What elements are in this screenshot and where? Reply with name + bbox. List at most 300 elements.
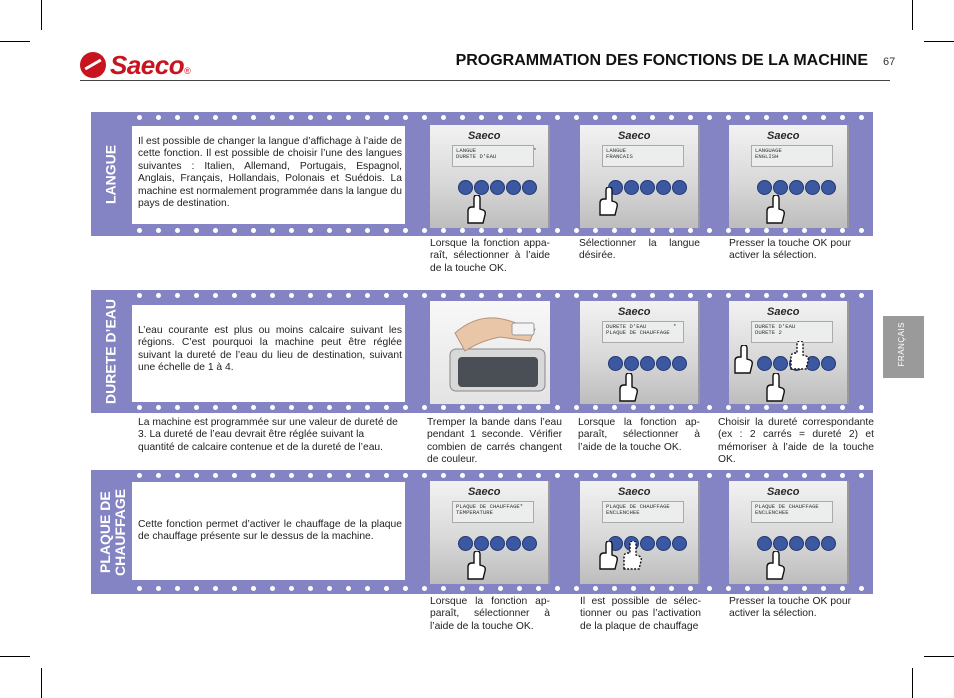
control-panel [580, 481, 700, 584]
panel-button [656, 180, 671, 195]
decorative-dot [593, 473, 598, 478]
decorative-dot [764, 405, 769, 410]
hand-with-strip-illustration [430, 301, 550, 404]
decorative-dot [137, 293, 142, 298]
decorative-dot [574, 115, 579, 120]
panel-button [773, 536, 788, 551]
decorative-dot [384, 473, 389, 478]
decorative-dot [327, 405, 332, 410]
decorative-dot [669, 293, 674, 298]
crop-mark [924, 41, 954, 42]
decorative-dot [213, 405, 218, 410]
decorative-dot [308, 293, 313, 298]
decorative-dot [840, 586, 845, 591]
decorative-dot [270, 586, 275, 591]
decorative-dot [422, 473, 427, 478]
decorative-dot [612, 115, 617, 120]
decorative-dot [175, 405, 180, 410]
panel-logo: Saeco [468, 486, 501, 498]
section-label-langue: LANGUE [102, 144, 119, 204]
decorative-dot [232, 473, 237, 478]
decorative-dot [631, 405, 636, 410]
section-note: La machine est programmée sur une valeur de dureté de 3. La dureté de l’eau devrait être réglée suivant la quantité de calcaire contenue et de la dureté de l’eau. [138, 417, 398, 453]
decorative-dot [802, 228, 807, 233]
decorative-dot [422, 115, 427, 120]
panel-button [458, 536, 473, 551]
decorative-dot [441, 228, 446, 233]
panel-button [640, 180, 655, 195]
decorative-dot [498, 293, 503, 298]
panel-button [506, 536, 521, 551]
decorative-dot [403, 293, 408, 298]
decorative-dot [650, 115, 655, 120]
display-line: LANGUE * [456, 147, 537, 154]
display-line: DURETE D’EAU * [606, 323, 677, 330]
decorative-dot [517, 228, 522, 233]
decorative-dot [289, 586, 294, 591]
panel-button [656, 536, 671, 551]
decorative-dot [175, 228, 180, 233]
display-line: ENCLENCHEE [755, 509, 789, 517]
decorative-dot [593, 115, 598, 120]
decorative-dot [859, 586, 864, 591]
pointing-hand-icon [464, 195, 486, 225]
decorative-dot [745, 586, 750, 591]
decorative-dot [707, 473, 712, 478]
decorative-dot [631, 228, 636, 233]
decorative-dot [821, 405, 826, 410]
decorative-dot [555, 228, 560, 233]
brand-name: Saeco [110, 49, 185, 80]
test-strip-photo [430, 301, 550, 404]
decorative-dot [707, 586, 712, 591]
decorative-dot [156, 228, 161, 233]
decorative-dot [194, 586, 199, 591]
decorative-dot [175, 586, 180, 591]
decorative-dot [745, 115, 750, 120]
decorative-dot [555, 115, 560, 120]
decorative-dot [821, 586, 826, 591]
display-line: DURETE D’EAU [755, 323, 796, 330]
section-label-durete: DURETE D’EAU [102, 299, 119, 405]
decorative-dot [460, 473, 465, 478]
control-panel-illustration [729, 125, 849, 228]
decorative-dot [840, 293, 845, 298]
decorative-dot [232, 405, 237, 410]
crop-mark [41, 668, 42, 698]
decorative-dot [688, 228, 693, 233]
decorative-dot [593, 293, 598, 298]
decorative-dot [707, 405, 712, 410]
decorative-dot [859, 473, 864, 478]
decorative-dot [175, 293, 180, 298]
decorative-dot [213, 586, 218, 591]
pointing-hand-icon [616, 373, 638, 403]
panel-button [608, 356, 623, 371]
decorative-dot [669, 473, 674, 478]
crop-mark [0, 41, 30, 42]
decorative-dot [536, 473, 541, 478]
decorative-dot [137, 405, 142, 410]
panel-button [672, 180, 687, 195]
display-line: DURETE D’EAU [456, 153, 497, 161]
decorative-dot [517, 405, 522, 410]
decorative-dot [346, 405, 351, 410]
decorative-dot [479, 293, 484, 298]
side-tab-label: FRANÇAIS [897, 322, 906, 367]
decorative-dot [460, 405, 465, 410]
decorative-dot [422, 405, 427, 410]
display-line: LANGUE [606, 147, 627, 154]
step-caption: Lorsque la fonction ap-paraît, sélectionner à l’aide de la touche OK. [578, 417, 700, 453]
language-side-tab [883, 316, 924, 378]
decorative-dot [403, 586, 408, 591]
dot-row [131, 115, 873, 125]
pointing-hand-icon [763, 551, 785, 581]
decorative-dot [764, 228, 769, 233]
decorative-dot [802, 405, 807, 410]
decorative-dot [783, 473, 788, 478]
decorative-dot [859, 228, 864, 233]
control-panel [580, 125, 700, 228]
decorative-dot [536, 228, 541, 233]
decorative-dot [859, 115, 864, 120]
decorative-dot [498, 586, 503, 591]
decorative-dot [688, 293, 693, 298]
decorative-dot [821, 293, 826, 298]
control-panel-illustration [729, 481, 849, 584]
decorative-dot [536, 115, 541, 120]
decorative-dot [479, 228, 484, 233]
decorative-dot [783, 115, 788, 120]
control-panel [729, 301, 849, 404]
decorative-dot [840, 473, 845, 478]
decorative-dot [726, 586, 731, 591]
decorative-dot [726, 293, 731, 298]
decorative-dot [612, 586, 617, 591]
section-description: L’eau courante est plus ou moins calcaire suivant les régions. C’est pourquoi la machine peut être réglée suivant la dureté de l’eau du lieu de destination, suivant une échelle de 1 à 4. [138, 325, 402, 374]
brand-logo [80, 50, 191, 80]
decorative-dot [745, 228, 750, 233]
decorative-dot [251, 293, 256, 298]
decorative-dot [289, 405, 294, 410]
panel-button [490, 536, 505, 551]
decorative-dot [194, 293, 199, 298]
decorative-dot [156, 115, 161, 120]
decorative-dot [156, 586, 161, 591]
button-row [458, 180, 536, 196]
panel-logo: Saeco [767, 130, 800, 142]
decorative-dot [346, 293, 351, 298]
decorative-dot [270, 293, 275, 298]
decorative-dot [308, 228, 313, 233]
decorative-dot [745, 405, 750, 410]
decorative-dot [574, 293, 579, 298]
panel-button [821, 356, 836, 371]
decorative-dot [574, 586, 579, 591]
decorative-dot [289, 293, 294, 298]
decorative-dot [384, 115, 389, 120]
decorative-dot [802, 115, 807, 120]
decorative-dot [232, 586, 237, 591]
decorative-dot [555, 473, 560, 478]
page-number: 67 [883, 56, 896, 68]
decorative-dot [764, 586, 769, 591]
control-panel-illustration [580, 481, 700, 584]
step-caption: Tremper la bande dans l’eau pendant 1 seconde. Vérifier combien de carrés changent de couleur. [427, 417, 562, 466]
decorative-dot [612, 405, 617, 410]
panel-button [757, 536, 772, 551]
control-panel-illustration [430, 481, 550, 584]
decorative-dot [707, 115, 712, 120]
panel-button [624, 356, 639, 371]
decorative-dot [441, 586, 446, 591]
display-screen [602, 145, 684, 167]
decorative-dot [574, 405, 579, 410]
pointing-hand-icon [464, 551, 486, 581]
panel-logo: Saeco [618, 486, 651, 498]
decorative-dot [422, 293, 427, 298]
decorative-dot [669, 586, 674, 591]
display-line: LANGUAGE [755, 147, 782, 154]
decorative-dot [574, 473, 579, 478]
decorative-dot [270, 473, 275, 478]
display-line: PLAQUE DE CHAUFFAGE [755, 503, 819, 510]
decorative-dot [251, 405, 256, 410]
section-label-plaque: PLAQUE DE CHAUFFAGE [97, 488, 128, 576]
display-line: TEMPERATURE [456, 509, 493, 517]
decorative-dot [859, 405, 864, 410]
decorative-dot [631, 115, 636, 120]
decorative-dot [232, 293, 237, 298]
decorative-dot [840, 228, 845, 233]
decorative-dot [175, 115, 180, 120]
decorative-dot [593, 586, 598, 591]
decorative-dot [441, 473, 446, 478]
decorative-dot [422, 586, 427, 591]
decorative-dot [232, 228, 237, 233]
decorative-dot [213, 115, 218, 120]
button-row [608, 356, 686, 372]
dot-row [131, 228, 873, 238]
panel-button [640, 356, 655, 371]
crop-mark [912, 0, 913, 30]
decorative-dot [289, 115, 294, 120]
decorative-dot [802, 293, 807, 298]
display-screen [751, 145, 833, 167]
display-line: ENCLENCHEE [606, 509, 640, 517]
decorative-dot [213, 293, 218, 298]
decorative-dot [840, 115, 845, 120]
decorative-dot [213, 473, 218, 478]
step-caption: Presser la touche OK pour activer la sélection. [729, 238, 851, 262]
decorative-dot [517, 586, 522, 591]
panel-button [522, 536, 537, 551]
decorative-dot [270, 115, 275, 120]
header-rule [80, 80, 890, 81]
decorative-dot [783, 228, 788, 233]
panel-button [640, 536, 655, 551]
pointing-hand-icon [731, 345, 753, 375]
page-title: PROGRAMMATION DES FONCTIONS DE LA MACHINE [455, 52, 868, 69]
decorative-dot [764, 473, 769, 478]
decorative-dot [213, 228, 218, 233]
decorative-dot [555, 405, 560, 410]
control-panel [580, 301, 700, 404]
decorative-dot [403, 228, 408, 233]
decorative-dot [156, 473, 161, 478]
pointing-hand-icon [596, 541, 618, 571]
decorative-dot [802, 473, 807, 478]
decorative-dot [251, 586, 256, 591]
decorative-dot [308, 473, 313, 478]
control-panel-illustration [580, 125, 700, 228]
panel-button [656, 356, 671, 371]
crop-mark [41, 0, 42, 30]
control-panel [729, 125, 849, 228]
decorative-dot [707, 293, 712, 298]
panel-logo: Saeco [468, 130, 501, 142]
decorative-dot [783, 293, 788, 298]
panel-logo: Saeco [618, 306, 651, 318]
decorative-dot [194, 228, 199, 233]
decorative-dot [327, 586, 332, 591]
panel-button [458, 180, 473, 195]
display-screen [751, 501, 833, 523]
button-row [458, 536, 536, 552]
panel-button [757, 356, 772, 371]
decorative-dot [460, 115, 465, 120]
step-caption: Presser la touche OK pour activer la sélection. [729, 596, 851, 620]
decorative-dot [441, 405, 446, 410]
decorative-dot [156, 405, 161, 410]
decorative-dot [327, 228, 332, 233]
decorative-dot [479, 115, 484, 120]
display-line: PLAQUE DE CHAUFFAGE [606, 503, 670, 510]
decorative-dot [536, 293, 541, 298]
decorative-dot [365, 473, 370, 478]
decorative-dot [232, 115, 237, 120]
decorative-dot [346, 473, 351, 478]
decorative-dot [498, 405, 503, 410]
decorative-dot [384, 586, 389, 591]
decorative-dot [346, 115, 351, 120]
decorative-dot [726, 115, 731, 120]
crop-mark [0, 656, 30, 657]
decorative-dot [479, 586, 484, 591]
pointing-hand-icon [596, 187, 618, 217]
decorative-dot [289, 473, 294, 478]
button-row [608, 180, 686, 196]
decorative-dot [650, 473, 655, 478]
decorative-dot [194, 405, 199, 410]
decorative-dot [498, 473, 503, 478]
panel-button [805, 180, 820, 195]
step-caption: Lorsque la fonction ap-paraît, sélectionner à l’aide de la touche OK. [430, 596, 550, 632]
display-screen [602, 321, 684, 343]
display-line: PLAQUE DE CHAUFFAGE* [456, 503, 524, 510]
decorative-dot [840, 405, 845, 410]
decorative-dot [403, 473, 408, 478]
decorative-dot [764, 293, 769, 298]
display-line: PLAQUE DE CHAUFFAGE [606, 329, 670, 337]
decorative-dot [308, 586, 313, 591]
decorative-dot [441, 115, 446, 120]
dot-row [131, 586, 873, 596]
control-panel [430, 125, 550, 228]
decorative-dot [403, 115, 408, 120]
decorative-dot [365, 293, 370, 298]
saeco-logo-icon [80, 52, 106, 78]
decorative-dot [745, 473, 750, 478]
decorative-dot [821, 115, 826, 120]
decorative-dot [745, 293, 750, 298]
decorative-dot [346, 228, 351, 233]
decorative-dot [137, 586, 142, 591]
control-panel-illustration [430, 125, 550, 228]
display-line: FRANCAIS [606, 153, 633, 161]
decorative-dot [365, 586, 370, 591]
decorative-dot [669, 115, 674, 120]
crop-mark [912, 668, 913, 698]
step-caption: Il est possible de sélec-tionner ou pas l’activation de la plaque de chauffage [580, 596, 701, 632]
decorative-dot [365, 115, 370, 120]
decorative-dot [194, 473, 199, 478]
decorative-dot [156, 293, 161, 298]
decorative-dot [536, 586, 541, 591]
decorative-dot [574, 228, 579, 233]
step-caption: Choisir la dureté correspondante (ex : 2 carrés = dureté 2) et mémoriser à l’aide de la touche OK. [718, 417, 874, 466]
decorative-dot [308, 115, 313, 120]
decorative-dot [517, 115, 522, 120]
decorative-dot [688, 473, 693, 478]
pointing-hand-icon [787, 341, 809, 371]
decorative-dot [270, 405, 275, 410]
control-panel-illustration [580, 301, 700, 404]
section-description: Cette fonction permet d’activer le chauffage de la plaque de chauffage présente sur le dessus de la machine. [138, 519, 402, 543]
decorative-dot [612, 228, 617, 233]
decorative-dot [384, 405, 389, 410]
decorative-dot [783, 405, 788, 410]
decorative-dot [251, 115, 256, 120]
pointing-hand-icon [763, 373, 785, 403]
decorative-dot [650, 586, 655, 591]
decorative-dot [517, 473, 522, 478]
decorative-dot [631, 473, 636, 478]
decorative-dot [688, 405, 693, 410]
decorative-dot [821, 228, 826, 233]
decorative-dot [346, 586, 351, 591]
panel-button [522, 180, 537, 195]
decorative-dot [536, 405, 541, 410]
decorative-dot [726, 405, 731, 410]
decorative-dot [631, 293, 636, 298]
panel-button [789, 180, 804, 195]
decorative-dot [517, 293, 522, 298]
panel-button [474, 536, 489, 551]
panel-logo: Saeco [767, 306, 800, 318]
button-row [757, 536, 835, 552]
decorative-dot [365, 228, 370, 233]
decorative-dot [688, 586, 693, 591]
decorative-dot [707, 228, 712, 233]
panel-button [821, 536, 836, 551]
registered-icon: ® [184, 66, 191, 76]
panel-logo: Saeco [618, 130, 651, 142]
decorative-dot [460, 293, 465, 298]
decorative-dot [764, 115, 769, 120]
decorative-dot [422, 228, 427, 233]
